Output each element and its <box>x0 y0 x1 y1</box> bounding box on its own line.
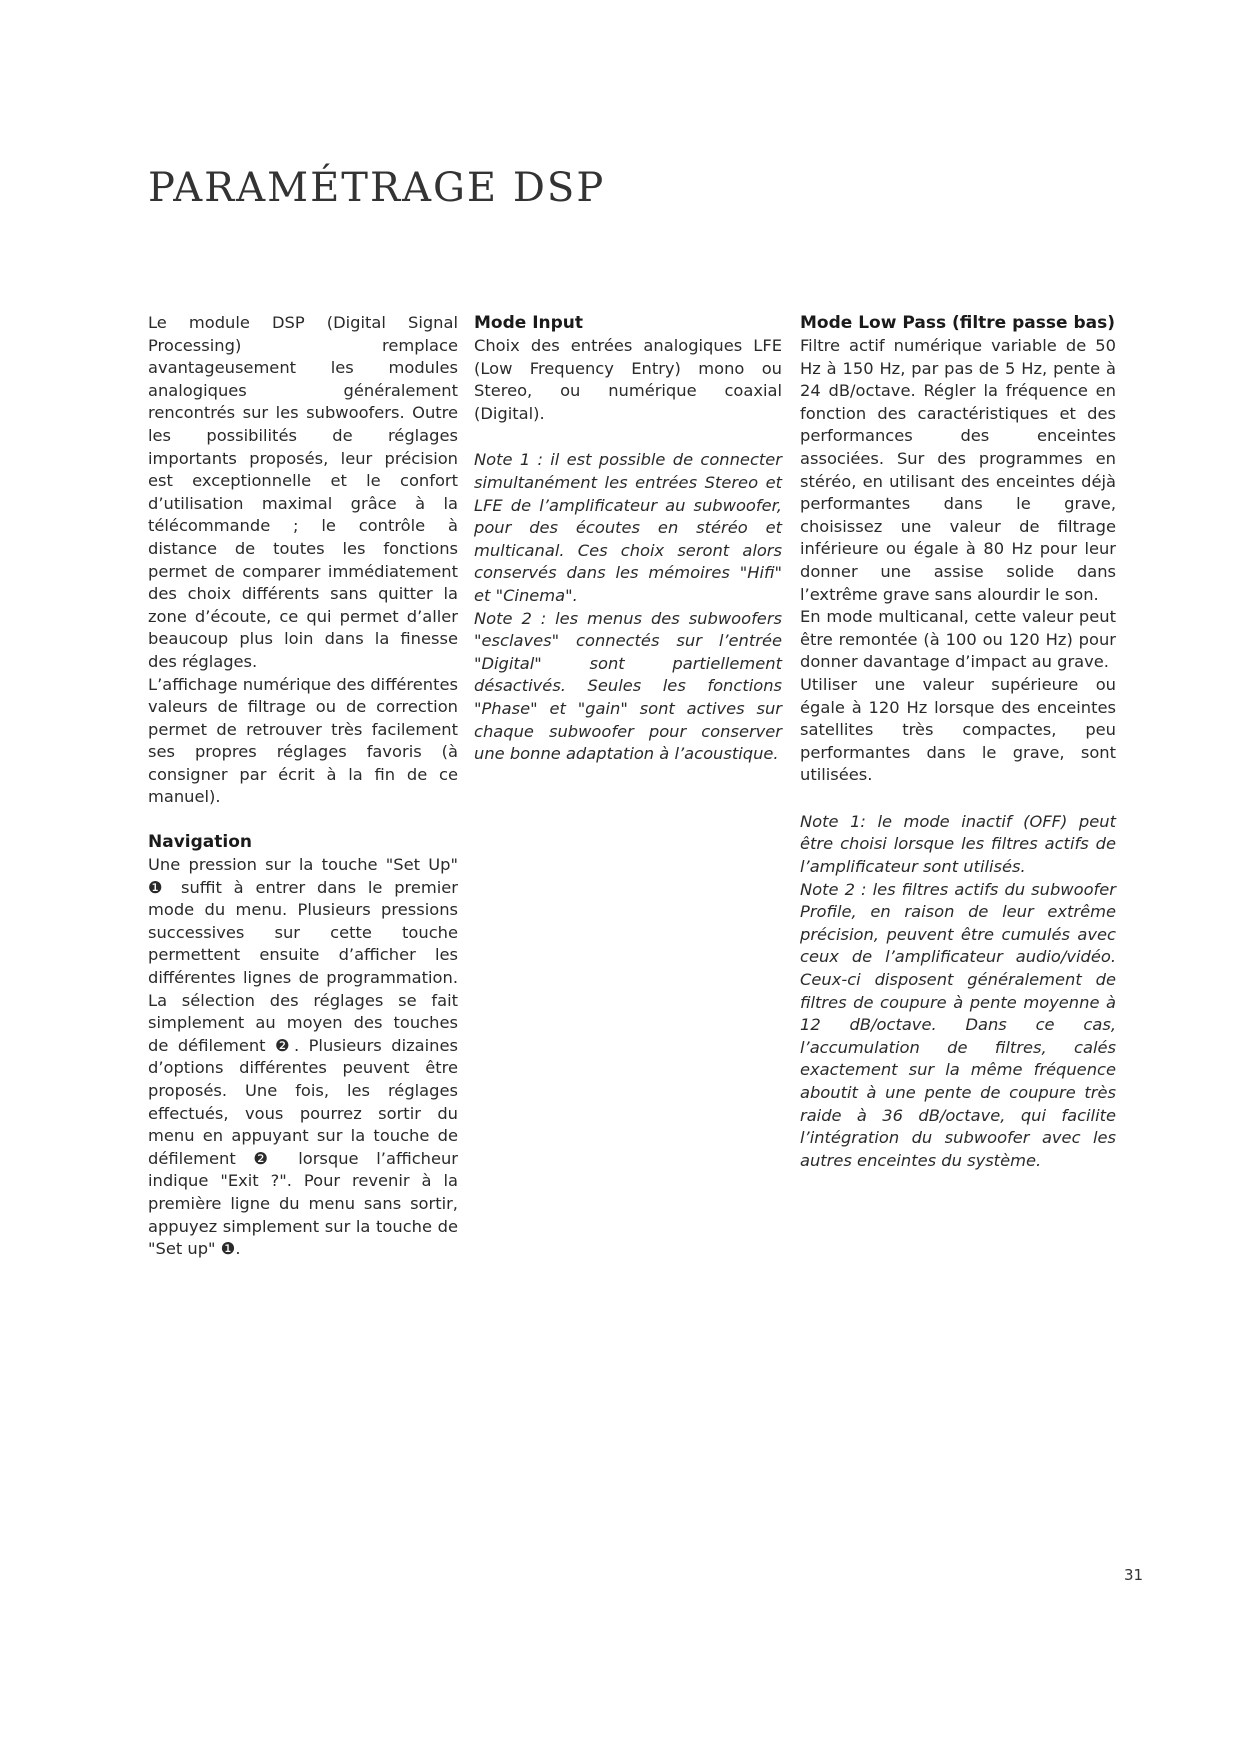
spacer <box>148 809 458 831</box>
spacer <box>800 787 1116 811</box>
mode-input-heading: Mode Input <box>474 313 584 333</box>
mode-input-note-2: Note 2 : les menus des subwoofers "esclaves" connectés sur l’entrée "Digital" sont partiellement désactivés. Seules les fonctions "Phase" et "gain" sont actives sur chaque subwoofer pour conserver une bonne adaptation à l’acoustique. <box>474 608 782 764</box>
navigation-heading: Navigation <box>148 832 252 853</box>
column-low-pass <box>800 312 1116 1172</box>
low-pass-note-1: Note 1: le mode inactif (OFF) peut être choisi lorsque les filtres actifs de l’amplificateur sont utilisés. <box>800 811 1116 877</box>
navigation-paragraph: Une pression sur la touche "Set Up" ❶ suffit à entrer dans le premier mode du menu. Plusieurs pressions successives sur cette touche permettent ensuite d’afficher les différentes lignes de programmation. La sélection des réglages se fait simplement au moyen des touches de défilement ❷. Plusieurs dizaines d’options différentes peuvent être proposés. Une fois, les réglages effectués, vous pourrez sortir du menu en appuyant sur la touche de défilement ❷ lorsque l’afficheur indique "Exit ?". Pour revenir à la première ligne du menu sans sortir, appuyez simplement sur la touche de "Set up" ❶. <box>148 855 458 1259</box>
column-mode-input <box>474 312 782 766</box>
mode-input-paragraph: Choix des entrées analogiques LFE (Low Frequency Entry) mono ou Stereo, ou numérique coaxial (Digital). <box>474 336 782 423</box>
column-intro <box>148 312 458 1261</box>
spacer <box>474 425 782 449</box>
low-pass-paragraph-2: En mode multicanal, cette valeur peut être remontée (à 100 ou 120 Hz) pour donner davantage d’impact au grave. <box>800 607 1116 672</box>
low-pass-heading: Mode Low Pass (filtre passe bas) <box>800 313 1115 333</box>
display-paragraph: L’affichage numérique des différentes valeurs de filtrage ou de correction permet de retrouver très facilement ses propres réglages favoris (à consigner par écrit à la fin de ce manuel). <box>148 674 458 807</box>
page-title: PARAMÉTRAGE DSP <box>148 165 606 211</box>
intro-paragraph: Le module DSP (Digital Signal Processing) remplace avantageusement les modules analogiques généralement rencontrés sur les subwoofers. Outre les possibilités de réglages importants proposés, leur précision est exceptionnelle et le confort d’utilisation maximal grâce à la télécommande ; le contrôle à distance de toutes les fonctions permet de comparer immédiatement des choix différents sans quitter la zone d’écoute, ce qui permet d’aller beaucoup plus loin dans la finesse des réglages. <box>148 313 458 671</box>
low-pass-note-2: Note 2 : les filtres actifs du subwoofer Profile, en raison de leur extrême précision, peuvent être cumulés avec ceux de l’amplificateur audio/vidéo. Ceux-ci disposent généralement de filtres de coupure à pente moyenne à 12 dB/octave. Dans ce cas, l’accumulation de filtres, calés exactement sur la même fréquence aboutit à une pente de coupure très raide à 36 dB/octave, qui facilite l’intégration du subwoofer avec les autres enceintes du système. <box>800 879 1116 1170</box>
low-pass-paragraph-1: Filtre actif numérique variable de 50 Hz à 150 Hz, par pas de 5 Hz, pente à 24 dB/octave. Régler la fréquence en fonction des caractéristiques et des performances des enceintes associées. Sur des programmes en stéréo, en utilisant des enceintes déjà performantes dans le grave, choisissez une valeur de filtrage inférieure ou égale à 80 Hz pour leur donner une assise solide dans l’extrême grave sans alourdir le son. <box>800 336 1116 604</box>
low-pass-paragraph-3: Utiliser une valeur supérieure ou égale à 120 Hz lorsque des enceintes satellites très compactes, peu performantes dans le grave, sont utilisées. <box>800 674 1116 785</box>
mode-input-note-1: Note 1 : il est possible de connecter simultanément les entrées Stereo et LFE de l’amplificateur au subwoofer, pour des écoutes en stéréo et multicanal. Ces choix seront alors conservés dans les mémoires "Hifi" et "Cinema". <box>474 450 782 605</box>
page-number: 31 <box>1124 1566 1144 1584</box>
